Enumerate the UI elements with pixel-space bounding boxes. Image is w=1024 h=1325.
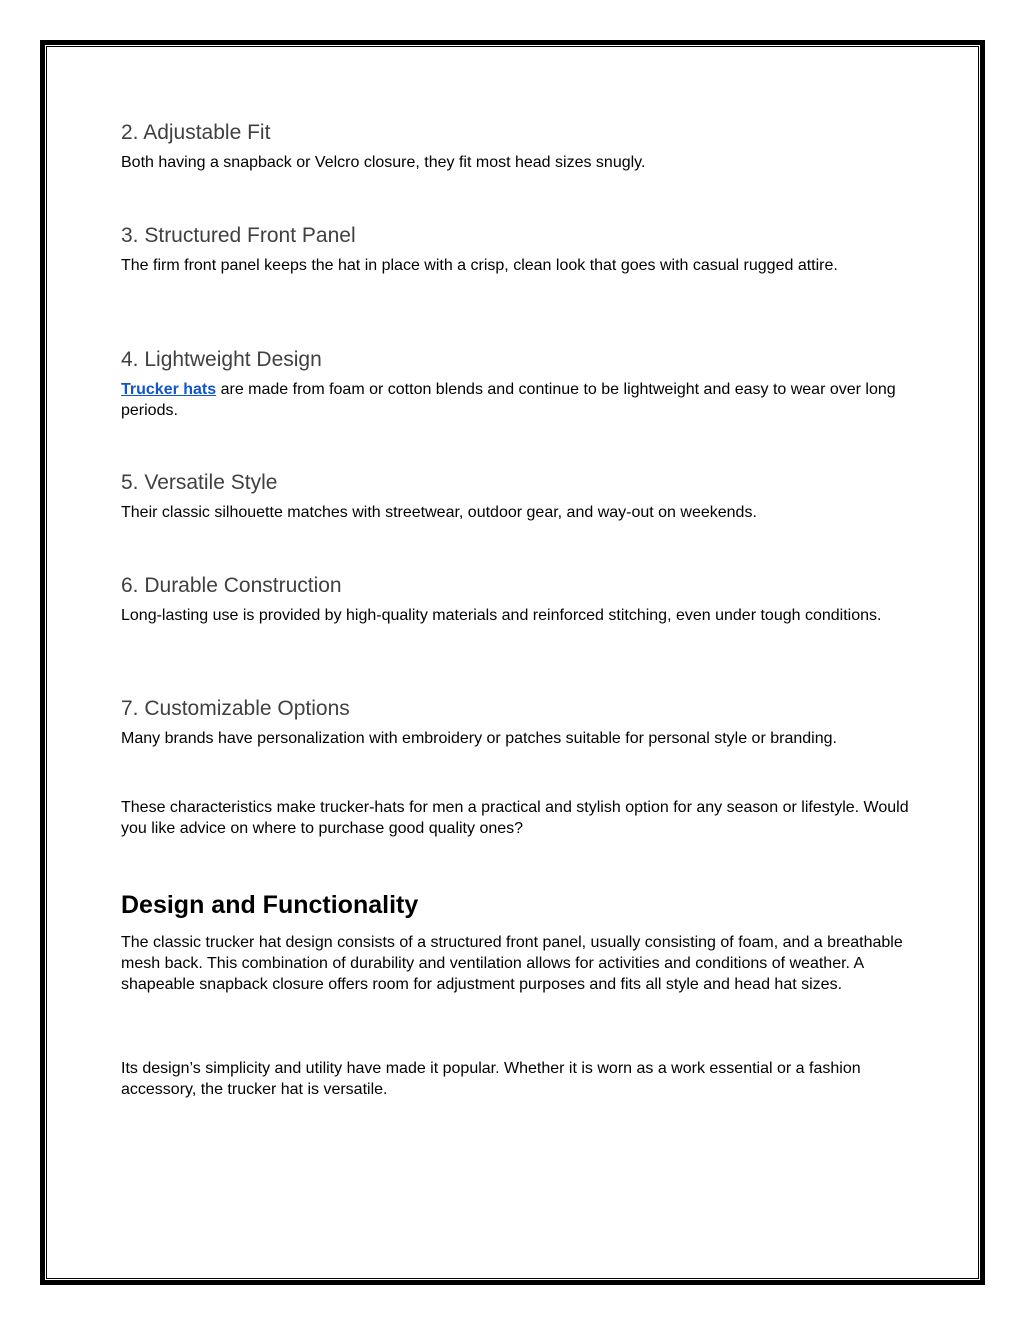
section-body: Many brands have personalization with embroidery or patches suitable for personal style or branding. [121, 730, 837, 747]
section-body [121, 379, 927, 421]
section-title: 5. Versatile Style [121, 471, 278, 494]
section-body: Both having a snapback or Velcro closure, they fit most head sizes snugly. [121, 154, 646, 171]
section-versatile-style [121, 471, 927, 523]
section-title: 2. Adjustable Fit [121, 121, 271, 144]
section-durable-construction [121, 574, 927, 626]
section-adjustable-fit [121, 121, 927, 173]
section-body: The firm front panel keeps the hat in place with a crisp, clean look that goes with casual rugged attire. [121, 257, 838, 274]
section-body: Their classic silhouette matches with streetwear, outdoor gear, and way-out on weekends. [121, 504, 757, 521]
section-title: 6. Durable Construction [121, 574, 342, 597]
section-title: 7. Customizable Options [121, 697, 350, 720]
section-title: 3. Structured Front Panel [121, 224, 356, 247]
section-structured-front-panel [121, 224, 927, 276]
section-title: 4. Lightweight Design [121, 348, 322, 371]
design-paragraph-2: Its design’s simplicity and utility have made it popular. Whether it is worn as a work essential or a fashion accessory, the trucker hat is versatile. [121, 1060, 861, 1098]
section-body: Long-lasting use is provided by high-quality materials and reinforced stitching, even under tough conditions. [121, 607, 882, 624]
design-heading: Design and Functionality [121, 891, 419, 919]
section-lightweight-design [121, 348, 927, 421]
summary-paragraph: These characteristics make trucker-hats for men a practical and stylish option for any season or lifestyle. Would you like advice on where to purchase good quality ones? [121, 799, 909, 837]
section-body-text: are made from foam or cotton blends and continue to be lightweight and easy to wear over long periods. [121, 381, 896, 419]
section-customizable-options [121, 697, 927, 749]
trucker-hats-link[interactable]: Trucker hats [121, 381, 217, 398]
design-paragraph-1: The classic trucker hat design consists of a structured front panel, usually consisting of foam, and a breathable mesh back. This combination of durability and ventilation allows for activities and conditions of weather. A shapeable snapback closure offers room for adjustment purposes and fits all style and head hat sizes. [121, 934, 903, 993]
